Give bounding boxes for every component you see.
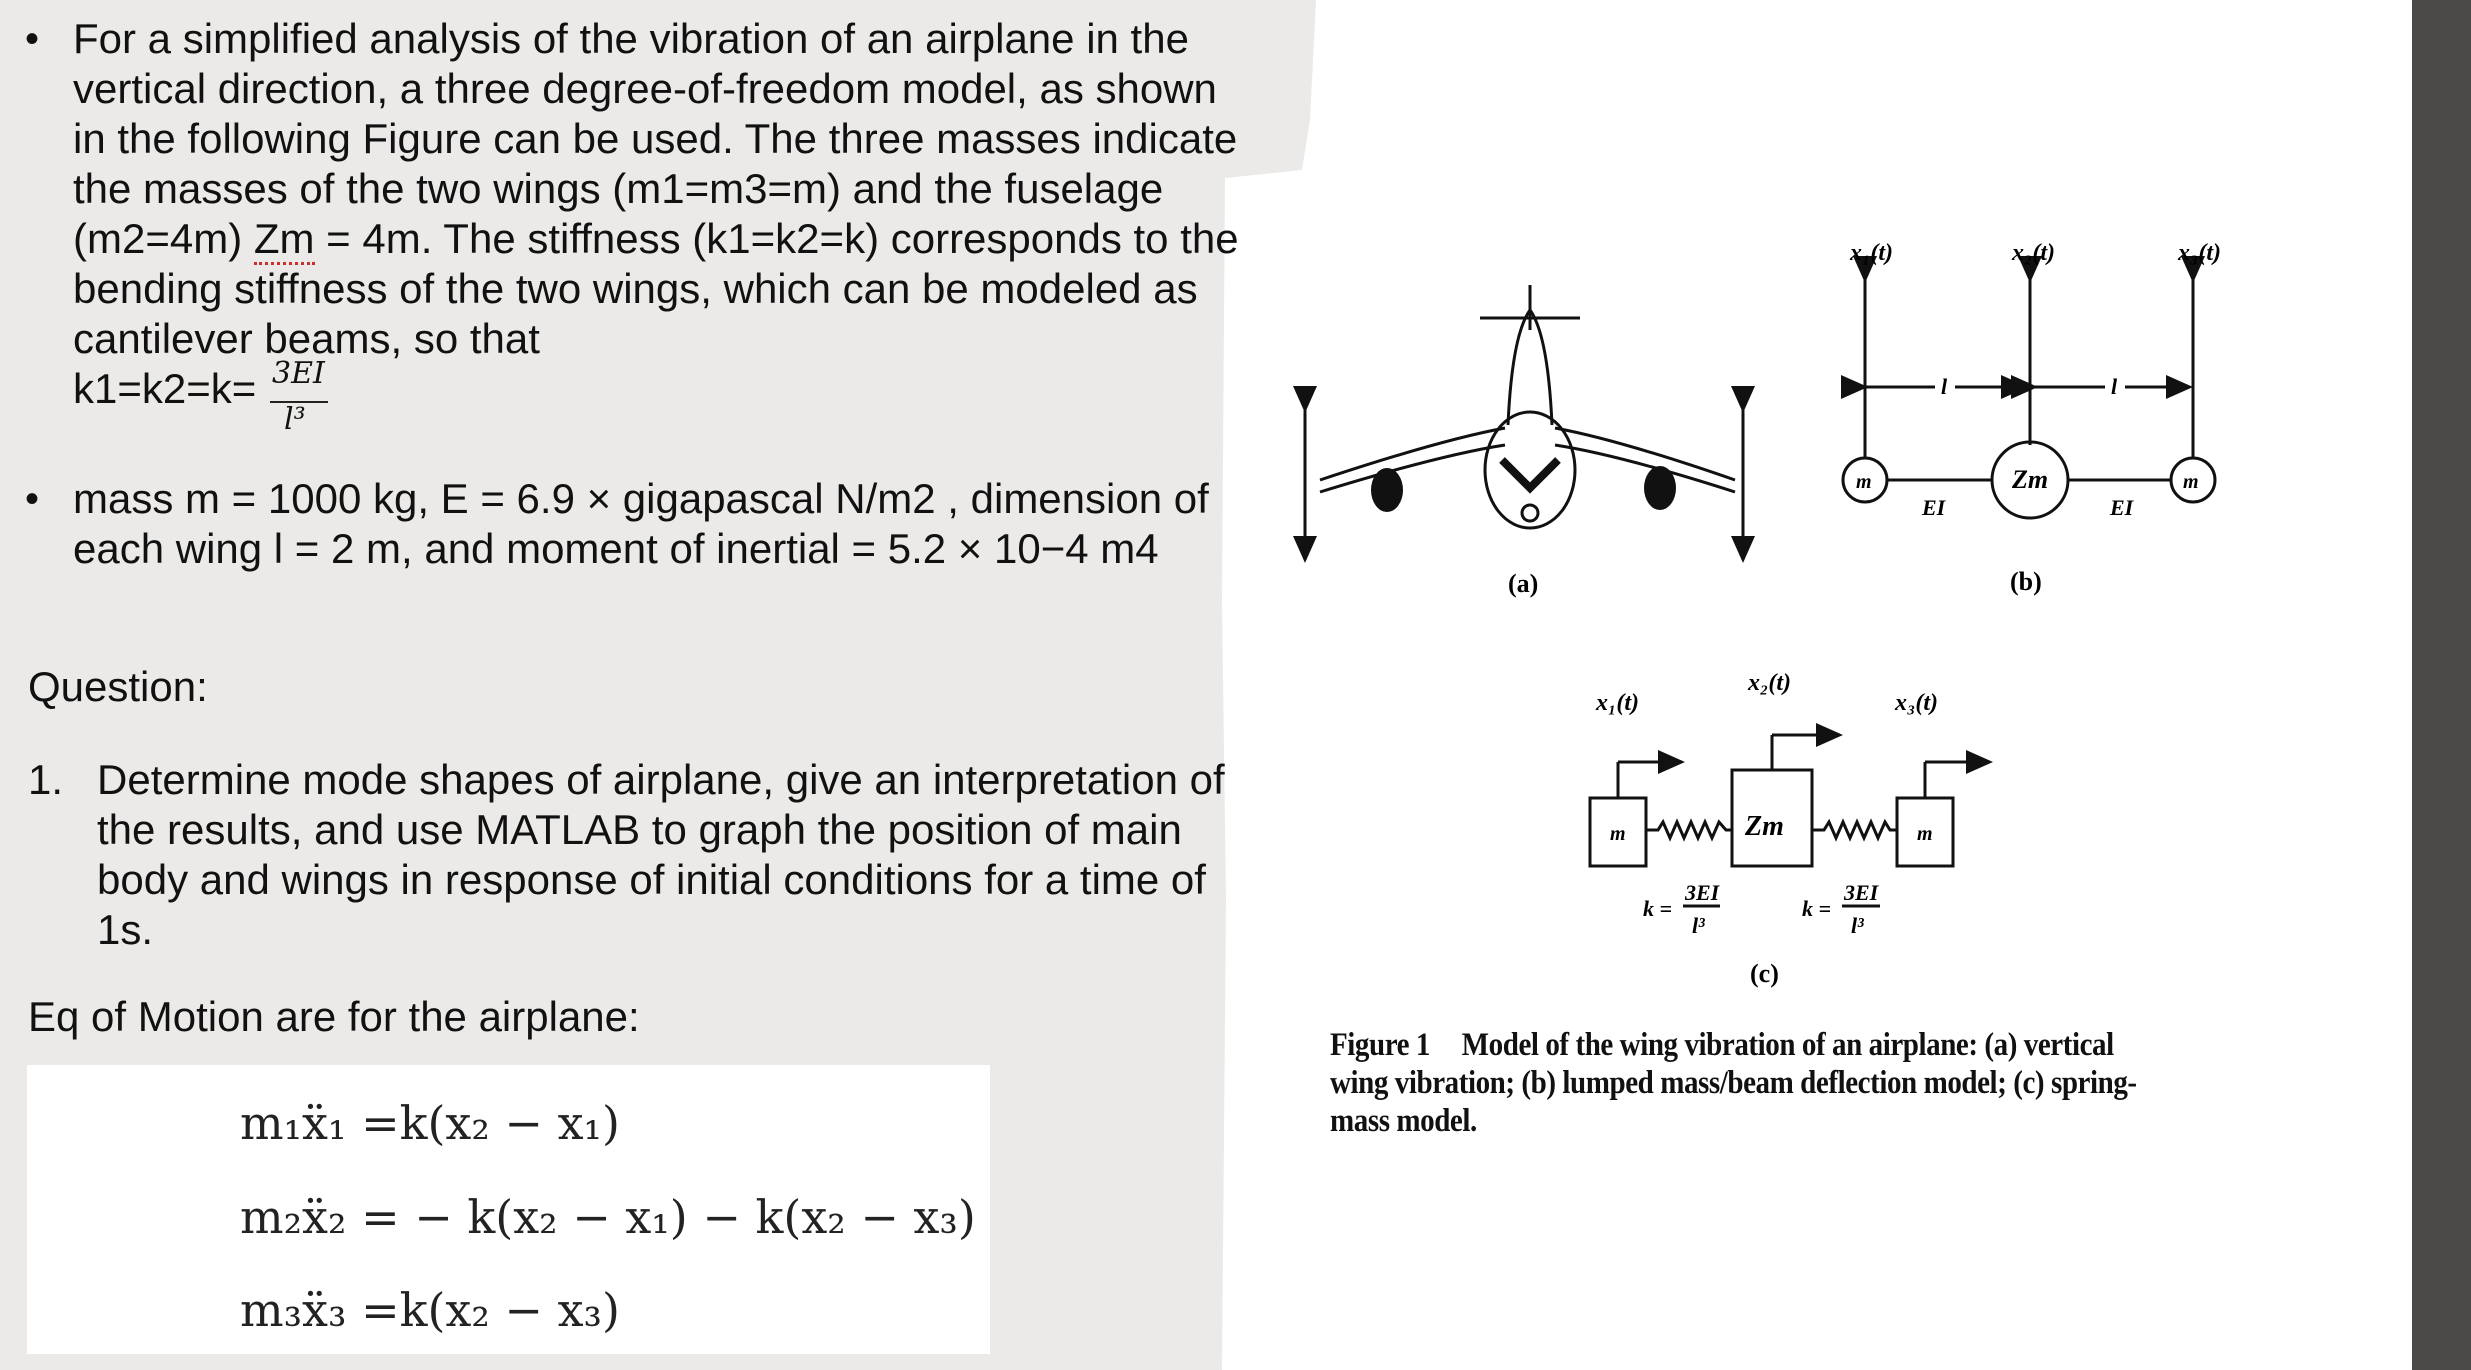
engines bbox=[1371, 466, 1676, 512]
label-b-ei2: EI bbox=[2110, 495, 2134, 520]
equation-3: m₃ẍ₃ =k(x₂ − x₃) bbox=[240, 1283, 620, 1337]
equations-title: Eq of Motion are for the airplane: bbox=[28, 993, 640, 1040]
label-c-k2-num: 3EI bbox=[1844, 880, 1879, 905]
intro-paragraph: For a simplified analysis of the vibration of an airplane in the vertical direction, a three degree-of-freedom model, as shown in the following Figure can be used. The three masses indicate the masses of the two wings (m1=m3=m) and the fuselage (m2=4m) Zm = 4m. The stiffness (k1=k2=k) corresponds to the bending stiffness of the two wings, which can be modeled as cantilever beams, so that k1=k2=k= bbox=[73, 15, 1239, 412]
label-c-k1-num: 3EI bbox=[1685, 880, 1720, 905]
k-fraction-numerator: 3EI bbox=[272, 356, 325, 391]
bullet-2: • bbox=[25, 477, 40, 521]
airplane-drawing bbox=[1305, 285, 1743, 560]
label-c-x2: x₂(t) bbox=[1748, 670, 1792, 696]
figure-caption bbox=[1330, 1026, 2166, 1140]
spring-mass-model bbox=[1590, 735, 1990, 906]
label-b-x1: x₁(t) bbox=[1850, 240, 1894, 266]
label-c-x3: x₃(t) bbox=[1895, 690, 1939, 716]
label-c-k2: k = bbox=[1802, 896, 1832, 921]
label-b-zm: Zm bbox=[2012, 465, 2049, 494]
label-c-m1: m bbox=[1610, 823, 1626, 845]
k-formula-prefix: k1=k2=k= bbox=[73, 365, 257, 412]
question-heading: Question: bbox=[28, 663, 208, 710]
label-c-zm: Zm bbox=[1745, 811, 1784, 842]
label-c: (c) bbox=[1750, 959, 1779, 988]
k-fraction-denominator: l³ bbox=[284, 402, 306, 437]
label-b-x2: x₂(t) bbox=[2012, 240, 2056, 266]
label-b-ei1: EI bbox=[1922, 495, 1946, 520]
label-b-x3: x₃(t) bbox=[2178, 240, 2222, 266]
bullet-1: • bbox=[25, 17, 40, 61]
label-c-x1: x₁(t) bbox=[1596, 690, 1640, 716]
label-c-m3: m bbox=[1917, 823, 1933, 845]
label-b-m3: m bbox=[2183, 471, 2199, 493]
label-b-l2: l bbox=[2111, 374, 2118, 399]
right-edge-bar bbox=[2412, 0, 2471, 1370]
question-text: Determine mode shapes of airplane, give an interpretation of the results, and use MATLAB to graph the position of main body and wings in response of initial conditions for a time of 1s. bbox=[97, 756, 1225, 953]
airplane-model-figure bbox=[1290, 230, 2240, 1130]
label-b: (b) bbox=[2010, 567, 2042, 596]
zm-term: Zm bbox=[254, 215, 315, 265]
question-number: 1. bbox=[28, 756, 64, 803]
label-c-k1-den: l³ bbox=[1692, 913, 1705, 938]
label-c-k1: k = bbox=[1643, 896, 1673, 921]
parameters-paragraph: mass m = 1000 kg, E = 6.9 × gigapascal N/m2 , dimension of each wing l = 2 m, and moment of inertial = 5.2 × 10−4 m4 bbox=[73, 475, 1209, 572]
label-b-l1: l bbox=[1941, 374, 1948, 399]
equation-1: m₁ẍ₁ =k(x₂ − x₁) bbox=[240, 1096, 620, 1150]
equation-2: m₂ẍ₂ = − k(x₂ − x₁) − k(x₂ − x₃) bbox=[240, 1190, 976, 1244]
figure-caption-label: Figure 1 bbox=[1330, 1027, 1431, 1063]
label-b-m1: m bbox=[1856, 471, 1872, 493]
label-c-k2-den: l³ bbox=[1851, 913, 1864, 938]
figure-caption-text: Model of the wing vibration of an airplane: (a) vertical wing vibration; (b) lumped mass/beam deflection model; (c) spring-mass model. bbox=[1330, 1027, 2137, 1139]
label-a: (a) bbox=[1508, 569, 1539, 598]
